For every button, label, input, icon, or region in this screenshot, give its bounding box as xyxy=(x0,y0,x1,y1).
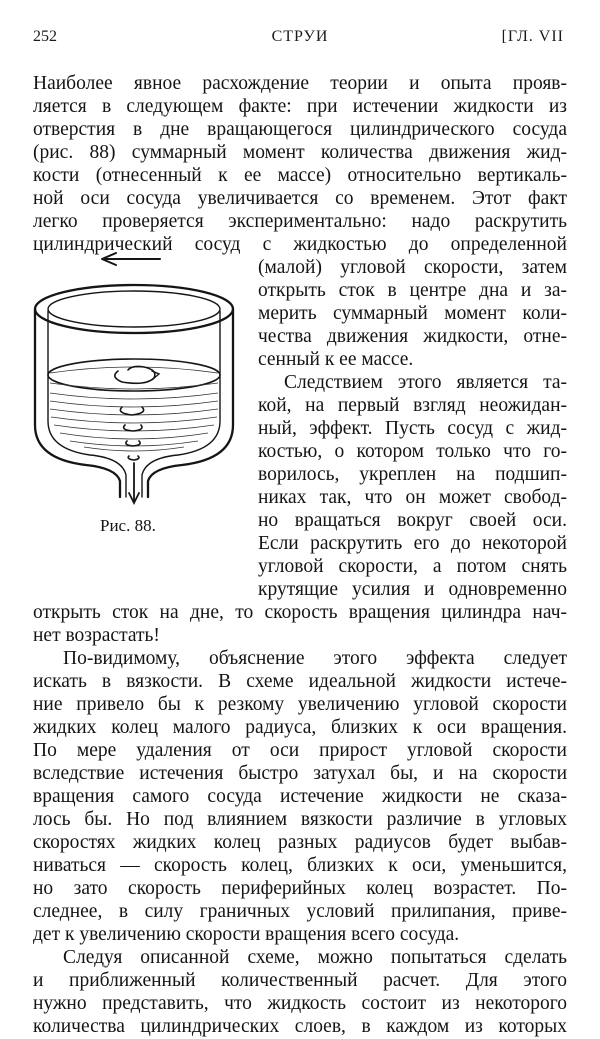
text-line: вследствие истечения быстро затухал бы, и на скорости xyxy=(33,763,567,784)
text-line: Наиболее явное расхождение теории и опыта прояв- xyxy=(33,73,567,94)
text-line: (рис. 88) суммарный момент количества движения жид- xyxy=(33,142,567,163)
text-line: ный, эффект. Пусть сосуд с жид- xyxy=(258,418,567,439)
text-line: цилиндрический сосуд с жидкостью до определенной xyxy=(33,234,567,255)
text-line: По мере удаления от оси прирост угловой скорости xyxy=(33,740,567,761)
text-line: открыть сток на дне, то скорость вращения цилиндра нач- xyxy=(33,602,567,623)
text-line: Следуя описанной схеме, можно попытаться сделать xyxy=(63,947,567,968)
text-line: нужно представить, что жидкость состоит из некоторого xyxy=(33,993,567,1014)
text-line: но зато скорость периферийных колец возрастет. По- xyxy=(33,878,567,899)
text-line: отверстия в дне вращающегося цилиндрического сосуда xyxy=(33,119,567,140)
text-line: лось бы. Но под влиянием вязкости различие в угловых xyxy=(33,809,567,830)
text-line: ворилось, укреплен на подшип- xyxy=(258,464,567,485)
page-number: 252 xyxy=(33,28,57,45)
text-line: сенный к ее массе. xyxy=(258,349,414,370)
text-line: следнее, в силу граничных условий прилипания, приве- xyxy=(33,901,567,922)
text-line: мерить суммарный момент коли- xyxy=(258,303,567,324)
figure-caption: Рис. 88. xyxy=(100,516,156,535)
text-line: крутящие усилия и одновременно xyxy=(258,579,567,600)
running-title: СТРУИ xyxy=(271,28,329,45)
text-line: количества цилиндрических слоев, в каждом из которых xyxy=(33,1016,567,1037)
text-line: никах так, что он может свобод- xyxy=(258,487,567,508)
text-line: ниваться — скорость колец, близких к оси, уменьшится, xyxy=(33,855,567,876)
text-line: ляется в следующем факте: при истечении жидкости из xyxy=(33,96,567,117)
text-line: жидких колец малого радиуса, близких к оси вращения. xyxy=(33,717,567,738)
text-line: открыть сток в центре дна и за- xyxy=(258,280,567,301)
text-line: но вращаться вокруг своей оси. xyxy=(258,510,567,531)
text-line: кой, на первый взгляд неожидан- xyxy=(258,395,567,416)
text-line: Если раскрутить его до некоторой xyxy=(258,533,567,554)
text-line: нет возрастать! xyxy=(33,625,160,646)
text-line: вращения самого сосуда истечение жидкости не сказа- xyxy=(33,786,567,807)
text-line: ной оси сосуда увеличивается со временем. Этот факт xyxy=(33,188,567,209)
text-line: чества движения жидкости, отне- xyxy=(258,326,567,347)
text-line: скоростях жидких колец разных радиусов будет выбав- xyxy=(33,832,567,853)
text-line: (малой) угловой скорости, затем xyxy=(258,257,567,278)
text-line: кости (отнесенный к ее массе) относительно вертикаль- xyxy=(33,165,567,186)
text-line: По-видимому, объяснение этого эффекта следует xyxy=(63,648,567,669)
text-line: легко проверяется экспериментально: надо раскрутить xyxy=(33,211,567,232)
text-line: искать в вязкости. В схеме идеальной жидкости истече- xyxy=(33,671,567,692)
text-line: Следствием этого является та- xyxy=(284,372,567,393)
text-line: ние привело бы к резкому увеличению угловой скорости xyxy=(33,694,567,715)
text-line: дет к увеличению скорости вращения всего сосуда. xyxy=(33,924,460,945)
figure-rotating-vessel xyxy=(26,249,242,509)
text-line: и приближенный количественный расчет. Для этого xyxy=(33,970,567,991)
text-line: костью, о котором только что го- xyxy=(258,441,567,462)
text-line: угловой скорости, а потом снять xyxy=(258,556,567,577)
chapter-marker: [ГЛ. VII xyxy=(501,28,564,45)
